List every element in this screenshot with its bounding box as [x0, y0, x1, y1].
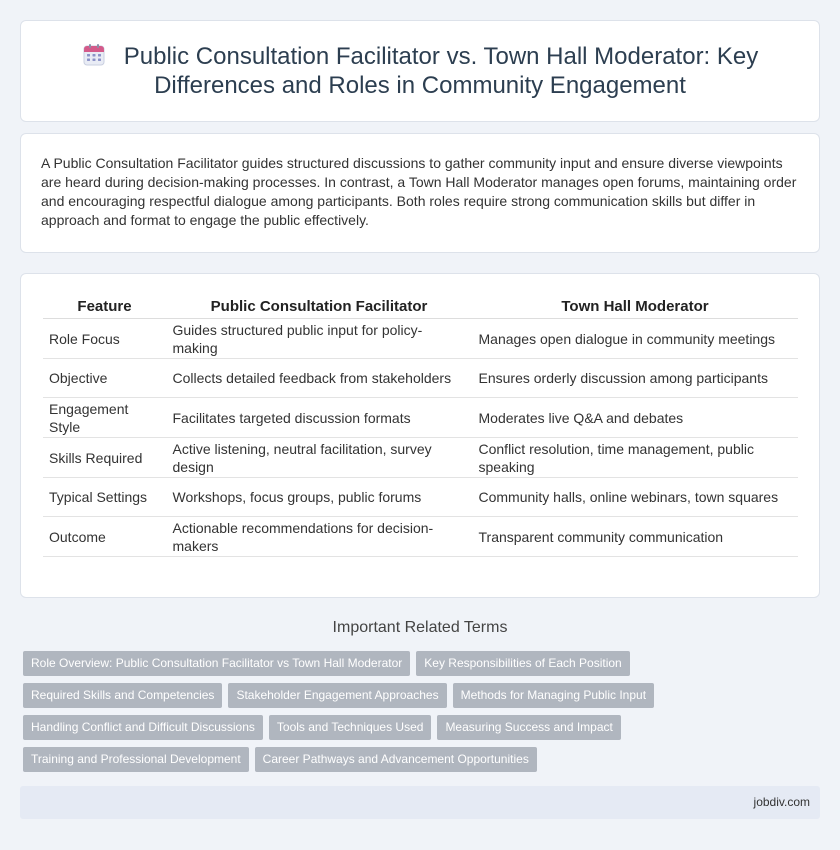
related-term-tag[interactable]: Training and Professional Development [23, 747, 249, 772]
title-wrap [21, 42, 819, 100]
comparison-table [43, 294, 798, 557]
comparison-card [20, 273, 820, 598]
table-row [43, 319, 798, 359]
row-facilitator: Actionable recommendations for decision-makers [166, 517, 472, 557]
related-terms-title: Important Related Terms [332, 619, 508, 636]
footer-site-link[interactable]: jobdiv.com [753, 795, 810, 809]
related-term-tag[interactable]: Handling Conflict and Difficult Discussions [23, 715, 263, 740]
intro-card [20, 133, 820, 253]
table-row [43, 398, 798, 438]
related-term-tag[interactable]: Career Pathways and Advancement Opportunities [255, 747, 537, 772]
title-card [20, 20, 820, 122]
related-term-tag[interactable]: Stakeholder Engagement Approaches [228, 683, 446, 708]
row-moderator: Community halls, online webinars, town squares [472, 478, 798, 517]
row-facilitator: Collects detailed feedback from stakeholders [166, 359, 472, 398]
header-feature: Feature [43, 294, 166, 319]
row-moderator: Moderates live Q&A and debates [472, 398, 798, 438]
row-facilitator: Active listening, neutral facilitation, survey design [166, 438, 472, 478]
calendar-icon [82, 43, 106, 67]
row-feature: Objective [43, 359, 166, 398]
row-moderator: Manages open dialogue in community meetings [472, 319, 798, 359]
table-row [43, 517, 798, 557]
table-row [43, 359, 798, 398]
row-facilitator: Facilitates targeted discussion formats [166, 398, 472, 438]
row-feature: Role Focus [43, 319, 166, 359]
row-moderator: Transparent community communication [472, 517, 798, 557]
related-term-tag[interactable]: Methods for Managing Public Input [453, 683, 654, 708]
page-title: Public Consultation Facilitator vs. Town Hall Moderator: Key Differences and Roles in Community Engagement [123, 43, 759, 99]
row-feature: Outcome [43, 517, 166, 557]
footer [20, 786, 820, 819]
row-feature: Typical Settings [43, 478, 166, 517]
related-term-tag[interactable]: Role Overview: Public Consultation Facilitator vs Town Hall Moderator [23, 651, 410, 676]
related-term-tag[interactable]: Key Responsibilities of Each Position [416, 651, 629, 676]
related-term-tag[interactable]: Required Skills and Competencies [23, 683, 222, 708]
related-term-tag[interactable]: Tools and Techniques Used [269, 715, 432, 740]
related-term-tag[interactable]: Measuring Success and Impact [437, 715, 620, 740]
header-facilitator: Public Consultation Facilitator [166, 294, 472, 319]
intro-text: A Public Consultation Facilitator guides structured discussions to gather community input and ensure diverse viewpoints are heard during decision-making processes. In contrast, a Town Hall Moderator manages open forums, maintaining order and encouraging respectful dialogue among participants. Both roles require strong communication skills but differ in approach and format to engage the public effectively. [41, 155, 797, 228]
row-moderator: Conflict resolution, time management, public speaking [472, 438, 798, 478]
row-moderator: Ensures orderly discussion among participants [472, 359, 798, 398]
row-feature: Skills Required [43, 438, 166, 478]
header-moderator: Town Hall Moderator [472, 294, 798, 319]
row-facilitator: Workshops, focus groups, public forums [166, 478, 472, 517]
row-facilitator: Guides structured public input for policy-making [166, 319, 472, 359]
table-row [43, 438, 798, 478]
table-header-row [43, 294, 798, 319]
related-terms-list [23, 651, 823, 779]
table-row [43, 478, 798, 517]
row-feature: Engagement Style [43, 398, 166, 438]
